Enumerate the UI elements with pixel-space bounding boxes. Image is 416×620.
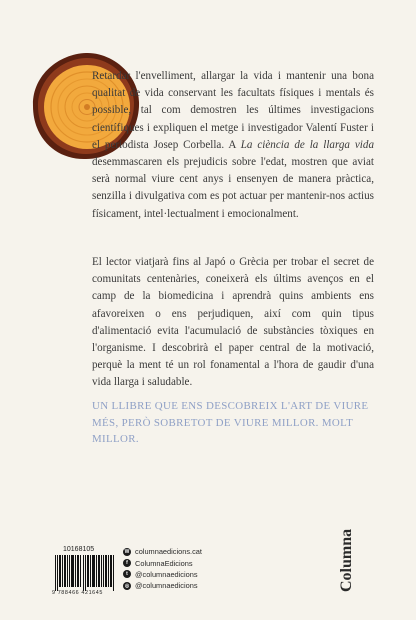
social-row-twitter (123, 569, 202, 580)
social-row-website (123, 546, 202, 557)
blurb-text-start: Retardar l'envelliment, allargar la vida i mantenir una bona qualitat de vida conservant les facultats físiques i mentals és possible, tal com demostren les últimes investigacions científiques i expliquen el metge i investigador Valentí Fuster i el periodista Josep Corbella. A (92, 70, 374, 151)
instagram-icon: ◎ (124, 582, 130, 589)
internal-code: 10168105 (63, 546, 95, 553)
facebook-text: ColumnaEdicions (135, 558, 193, 568)
barcode (55, 555, 115, 591)
blurb-text-end: desemmascaren els prejudicis sobre l'edat, mostren que aviat serà normal viure cent anys i ensenyen de manera pràctica, senzilla i divulgativa com es pot actuar per mantenir-nos actius físicament, intel·lectualment i emocionalment. (92, 156, 374, 220)
twitter-text: @columnaedicions (135, 569, 198, 579)
facebook-icon: f (123, 559, 131, 567)
publisher-logo: Columna (338, 528, 355, 592)
blurb-paragraph-2 (92, 254, 374, 392)
tagline: UN LLIBRE QUE ENS DESCOBREIX L'ART DE VIURE MÉS, PERÒ SOBRETOT DE VIURE MILLOR. MOLT MILLOR. (92, 400, 369, 445)
social-links (123, 546, 202, 592)
instagram-text: @columnaedicions (135, 581, 198, 591)
book-title-italic: La ciència de la llarga vida (240, 138, 374, 151)
website-icon: W (124, 548, 130, 555)
barcode-digits: 9 788466 421645 (52, 590, 103, 596)
paragraph-2-text: El lector viatjarà fins al Japó o Grècia per trobar el secret de comunitats centenàries, coneixerà els últims avenços en el camp de la biomedicina i aprendrà quins ambients ens afavoreixen o ens perjudiquen, així com quin tipus d'alimentació evita l'acumulació de substàncies tòxiques en l'organisme. I descobrirà el paper central de la motivació, perquè la ment té un rol fonamental a l'hora de gaudir d'una vida llarga i saludable. (92, 256, 374, 389)
twitter-icon: t (123, 570, 131, 578)
social-row-facebook (123, 557, 202, 568)
website-text: columnaedicions.cat (135, 547, 202, 557)
blurb-paragraph-1 (92, 68, 374, 223)
social-row-instagram (123, 580, 202, 591)
